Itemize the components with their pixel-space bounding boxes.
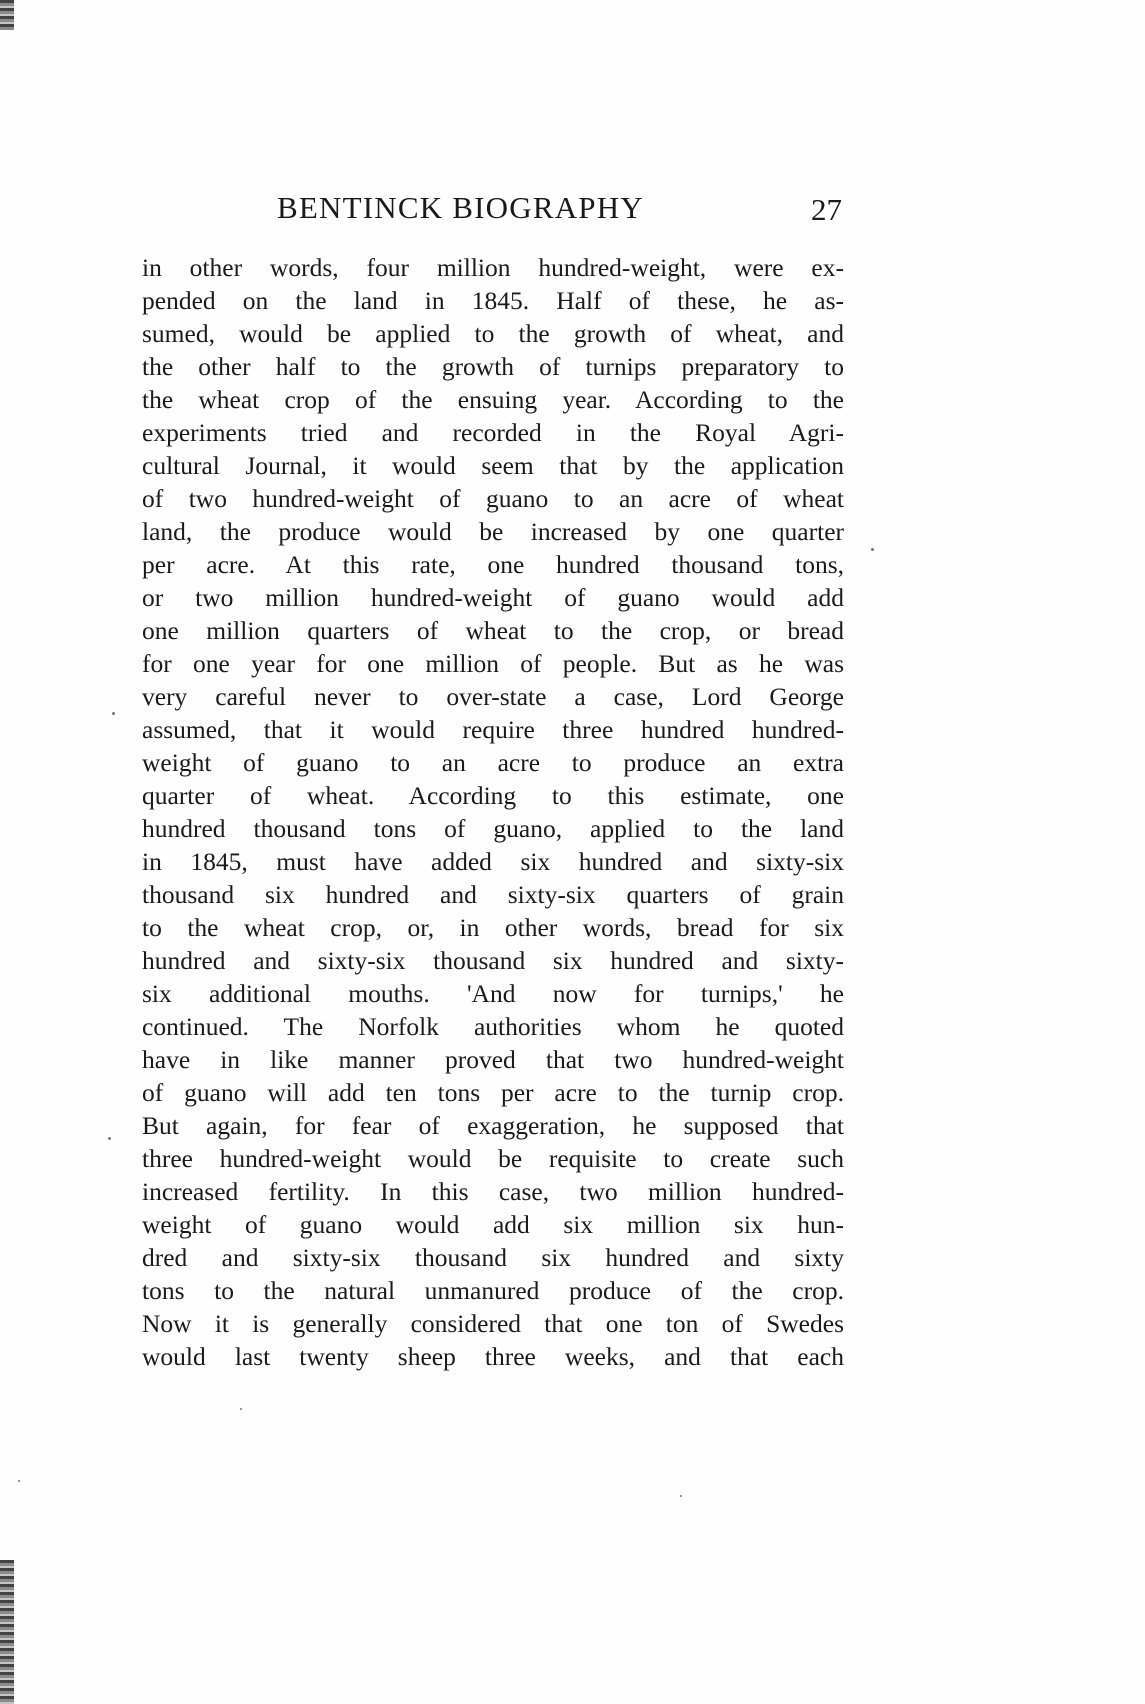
scan-speck (680, 1495, 682, 1497)
page-header (142, 188, 842, 228)
text-line: hundred thousand tons of guano, applied to the land (142, 814, 844, 843)
text-line: dred and sixty-six thousand six hundred and sixty (142, 1243, 844, 1272)
text-line: very careful never to over-state a case, Lord George (142, 682, 844, 711)
text-line: experiments tried and recorded in the Royal Agri- (142, 418, 844, 447)
body-text (142, 251, 844, 1373)
text-line: of two hundred-weight of guano to an acre of wheat (142, 484, 844, 513)
text-line: hundred and sixty-six thousand six hundred and sixty- (142, 946, 844, 975)
text-line: three hundred-weight would be requisite to create such (142, 1144, 844, 1173)
text-line: would last twenty sheep three weeks, and that each (142, 1342, 844, 1371)
text-line: pended on the land in 1845. Half of these, he as- (142, 286, 844, 315)
text-line: one million quarters of wheat to the crop, or bread (142, 616, 844, 645)
scan-speck (240, 1408, 242, 1410)
text-line: tons to the natural unmanured produce of the crop. (142, 1276, 844, 1305)
text-line: land, the produce would be increased by one quarter (142, 517, 844, 546)
text-line: cultural Journal, it would seem that by the application (142, 451, 844, 480)
text-line: assumed, that it would require three hundred hundred- (142, 715, 844, 744)
text-line: weight of guano to an acre to produce an extra (142, 748, 844, 777)
scan-speck (112, 712, 115, 715)
text-line: sumed, would be applied to the growth of wheat, and (142, 319, 844, 348)
text-line: But again, for fear of exaggeration, he supposed that (142, 1111, 844, 1140)
text-line: increased fertility. In this case, two million hundred- (142, 1177, 844, 1206)
text-line: thousand six hundred and sixty-six quarters of grain (142, 880, 844, 909)
text-line: weight of guano would add six million six hun- (142, 1210, 844, 1239)
binding-edge-bottom (0, 1560, 14, 1704)
text-line: or two million hundred-weight of guano would add (142, 583, 844, 612)
scan-speck (871, 548, 874, 551)
page-number: 27 (811, 192, 842, 227)
text-line: in 1845, must have added six hundred and sixty-six (142, 847, 844, 876)
text-line: continued. The Norfolk authorities whom he quoted (142, 1012, 844, 1041)
text-line: Now it is generally considered that one ton of Swedes (142, 1309, 844, 1338)
running-title: BENTINCK BIOGRAPHY (277, 190, 644, 225)
text-line: the wheat crop of the ensuing year. According to the (142, 385, 844, 414)
scan-speck (18, 1480, 20, 1482)
text-line: of guano will add ten tons per acre to the turnip crop. (142, 1078, 844, 1107)
text-line: per acre. At this rate, one hundred thousand tons, (142, 550, 844, 579)
text-line: the other half to the growth of turnips preparatory to (142, 352, 844, 381)
text-line: for one year for one million of people. But as he was (142, 649, 844, 678)
binding-edge-top (0, 0, 14, 30)
text-line: quarter of wheat. According to this estimate, one (142, 781, 844, 810)
text-line: in other words, four million hundred-weight, were ex- (142, 253, 844, 282)
text-line: to the wheat crop, or, in other words, bread for six (142, 913, 844, 942)
scan-speck (108, 1137, 111, 1140)
text-line: six additional mouths. 'And now for turnips,' he (142, 979, 844, 1008)
text-line: have in like manner proved that two hundred-weight (142, 1045, 844, 1074)
